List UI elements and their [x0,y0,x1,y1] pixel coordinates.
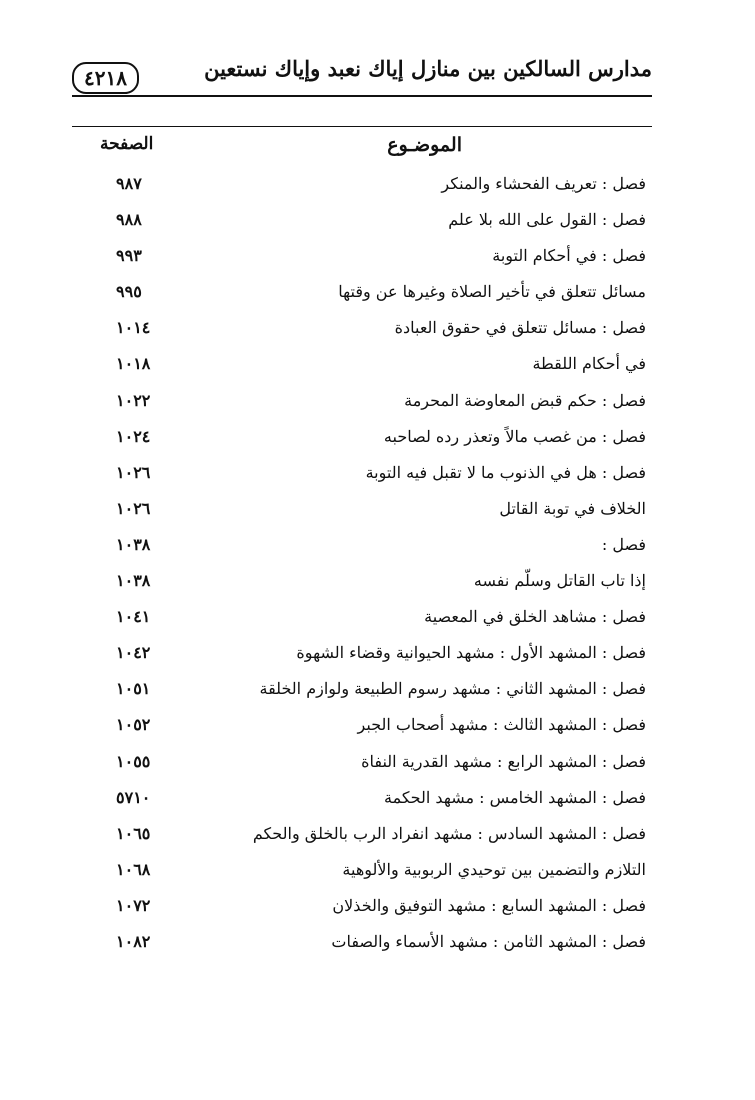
table-of-contents [72,168,652,962]
toc-entry [72,457,652,493]
toc-entry-page: ١٠٢٤ [116,426,151,446]
toc-entry-topic: فصل : مشاهد الخلق في المعصية [424,607,646,627]
toc-entry-topic: فصل : المشهد السابع : مشهد التوفيق والخذلان [332,895,646,915]
toc-entry-page: ١٠١٤ [116,318,151,338]
toc-entry-page: ٩٨٧ [116,174,142,193]
toc-entry [72,385,652,421]
toc-entry [72,673,652,709]
toc-entry-page: ١٠٤١ [116,607,151,627]
header-divider [72,95,652,97]
toc-entry-topic: فصل : من غصب مالاً وتعذر رده لصاحبه [383,426,646,446]
toc-entry-page: ١٠٥٥ [116,751,151,771]
toc-entry [72,168,652,204]
toc-entry-topic: فصل : في أحكام التوبة [492,246,646,266]
toc-entry-page: ١٠٥١ [116,679,151,699]
toc-entry-topic: فصل : حكم قبض المعاوضة المحرمة [404,390,646,410]
toc-entry [72,601,652,637]
toc-entry-topic: فصل : القول على الله بلا علم [448,210,646,230]
toc-entry-page: ١٠٣٨ [116,571,151,591]
toc-entry-topic: فصل : تعريف الفحشاء والمنكر [441,174,646,193]
toc-entry [72,926,652,962]
toc-entry-topic: إذا تاب القاتل وسلّم نفسه [473,571,646,591]
toc-entry-page: ١٠٧٢ [116,895,151,915]
toc-entry [72,421,652,457]
toc-entry-page: ١٠٢٦ [116,462,151,482]
toc-entry-page: ١٠٢٦ [116,498,151,518]
toc-entry [72,746,652,782]
toc-entry-page: ١٠٤٢ [116,643,151,663]
toc-entry-page: ٩٨٨ [116,210,142,230]
toc-entry-topic: مسائل تتعلق في تأخير الصلاة وغيرها عن وقتها [338,282,646,302]
toc-entry-topic: فصل : المشهد الخامس : مشهد الحكمة [384,787,646,807]
toc-entry-topic: فصل : [601,534,646,554]
toc-entry-topic: فصل : المشهد السادس : مشهد انفراد الرب بالخلق والحكم [252,823,646,843]
toc-entry-topic: فصل : المشهد الثامن : مشهد الأسماء والصفات [331,931,646,951]
toc-entry [72,276,652,312]
toc-entry [72,493,652,529]
toc-entry [72,565,652,601]
toc-entry-page: ١٠٨٢ [116,931,151,951]
column-header-divider [72,126,652,127]
toc-entry [72,637,652,673]
toc-entry-page: ١٠٦٨ [116,859,151,879]
toc-entry-page: ١٠٥٢ [116,715,151,735]
toc-entry-page: ٩٩٣ [116,246,142,266]
toc-entry [72,854,652,890]
book-title: مدارس السالكين بين منازل إياك نعبد وإياك نستعين [204,56,652,81]
toc-entry-page: ٥٧١٠ [116,787,151,807]
topic-column-header: الموضـوع [387,134,462,156]
toc-entry-page: ١٠٦٥ [116,823,151,843]
toc-entry-topic: الخلاف في توبة القاتل [499,498,646,518]
toc-entry-topic: فصل : مسائل تتعلق في حقوق العبادة [394,318,646,338]
toc-entry-topic: فصل : المشهد الرابع : مشهد القدرية النفاة [361,751,646,771]
toc-entry [72,240,652,276]
toc-entry-topic: التلازم والتضمين بين توحيدي الربوبية والألوهية [342,859,646,879]
toc-entry-page: ٩٩٥ [116,282,142,302]
page-number-badge: ٤٢١٨ [72,62,139,94]
toc-entry [72,782,652,818]
running-header [72,48,652,100]
page-column-header: الصفحة [100,134,154,154]
toc-entry [72,312,652,348]
toc-entry [72,204,652,240]
toc-entry-topic: فصل : المشهد الثالث : مشهد أصحاب الجبر [357,715,646,735]
toc-entry-page: ١٠٢٢ [116,390,151,410]
column-headers [72,134,652,170]
toc-entry-topic: فصل : المشهد الثاني : مشهد رسوم الطبيعة ولوازم الخلقة [259,679,646,699]
toc-entry-page: ١٠٣٨ [116,534,151,554]
toc-entry [72,529,652,565]
toc-entry-topic: فصل : المشهد الأول : مشهد الحيوانية وقضاء الشهوة [296,643,646,663]
toc-entry-page: ١٠١٨ [116,354,151,374]
toc-entry [72,890,652,926]
toc-entry [72,348,652,384]
toc-entry-topic: في أحكام اللقطة [532,354,646,374]
toc-entry [72,709,652,745]
toc-entry-topic: فصل : هل في الذنوب ما لا تقبل فيه التوبة [365,462,646,482]
toc-entry [72,818,652,854]
